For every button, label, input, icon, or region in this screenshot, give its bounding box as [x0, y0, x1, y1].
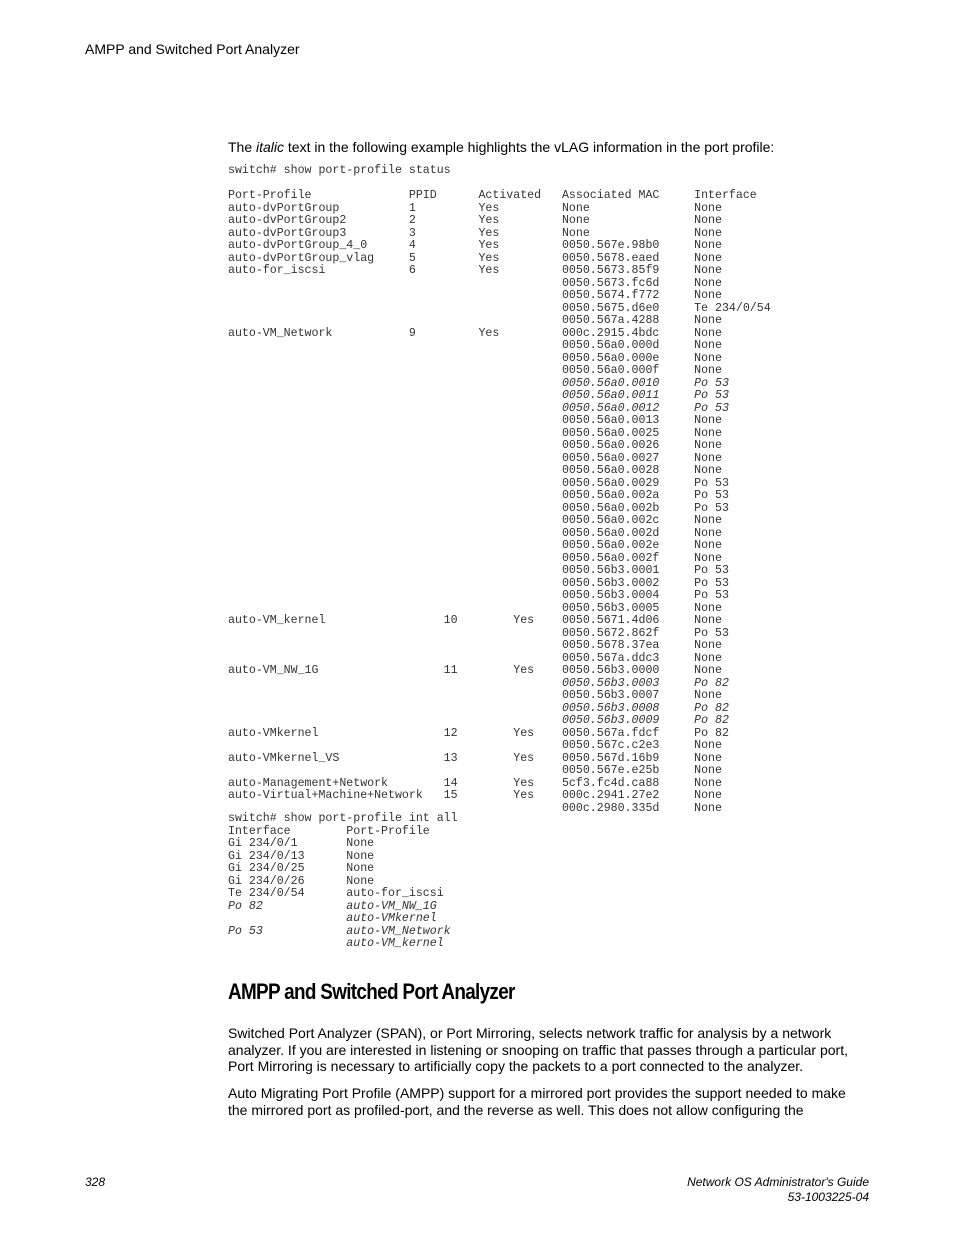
status-output-line: auto-VMkernel_VS 13 Yes 0050.567d.16b9 None — [228, 751, 722, 765]
status-output-line: 0050.56a0.002e None — [228, 539, 722, 552]
status-output-line: 0050.56a0.000d None — [228, 339, 722, 352]
interface-output-line: Po 53 auto-VM_Network — [228, 924, 451, 938]
status-output-line: 0050.56b3.0008 Po 82 — [228, 701, 729, 715]
status-output-line: 0050.56b3.0001 Po 53 — [228, 564, 729, 577]
intro-text-after: text in the following example highlights the vLAG information in the port profile: — [284, 139, 775, 155]
status-output-line: 0050.56a0.0029 Po 53 — [228, 476, 729, 490]
status-output-line: auto-Management+Network 14 Yes 5cf3.fc4d.ca88 None — [228, 776, 722, 790]
section-heading: AMPP and Switched Port Analyzer — [228, 979, 515, 1004]
status-output-line: auto-for_iscsi 6 Yes 0050.5673.85f9 None — [228, 264, 722, 277]
intro-sentence — [228, 139, 774, 155]
status-output-line: 0050.56a0.002d None — [228, 526, 722, 540]
intro-text-before: The — [228, 139, 257, 155]
status-output-line: auto-VM_Network 9 Yes 000c.2915.4bdc None — [228, 326, 722, 340]
status-output-line: 0050.56a0.002f None — [228, 551, 722, 565]
status-output-line: 0050.5674.f772 None — [228, 289, 722, 302]
status-output-line: 0050.56a0.0025 None — [228, 426, 722, 440]
status-output-line: 0050.5673.fc6d None — [228, 276, 722, 290]
status-output-line: 0050.56a0.0011 Po 53 — [228, 389, 729, 402]
port-profile-status-output — [228, 190, 771, 815]
status-output-line: 000c.2980.335d None — [228, 801, 722, 815]
status-output-line: auto-dvPortGroup 1 Yes None None — [228, 201, 722, 215]
port-profile-interface-output — [228, 813, 458, 951]
status-output-line: 0050.56a0.0027 None — [228, 451, 722, 465]
footer-book-title: Network OS Administrator's Guide — [687, 1175, 869, 1189]
code-command-status: switch# show port-profile status — [228, 164, 451, 177]
interface-output-line: Po 82 auto-VM_NW_1G — [228, 899, 437, 913]
status-output-line: 0050.56a0.002a Po 53 — [228, 489, 729, 502]
interface-output-line: Interface Port-Profile — [228, 824, 430, 838]
interface-output-line: auto-VM_kernel — [228, 937, 444, 950]
status-output-line: auto-VM_kernel 10 Yes 0050.5671.4d06 None — [228, 614, 722, 627]
interface-output-line: auto-VMkernel — [228, 912, 437, 925]
intro-italic-word: italic — [256, 139, 285, 155]
status-output-line: 0050.5672.862f Po 53 — [228, 626, 729, 640]
footer-doc-info — [687, 1175, 869, 1205]
status-output-line: 0050.56b3.0007 None — [228, 689, 722, 702]
status-output-line: 0050.56b3.0002 Po 53 — [228, 576, 729, 590]
interface-output-line: Gi 234/0/25 None — [228, 862, 375, 875]
section-paragraph-1: Switched Port Analyzer (SPAN), or Port Mirroring, selects network traffic for analysis by a network analyzer. If you are interested in listening or snooping on traffic that passes through a particular port, Port Mirroring is necessary to artificially copy the packets to a port connected to the analyzer. — [228, 1025, 848, 1074]
status-output-line: 0050.56a0.0026 None — [228, 439, 722, 452]
status-output-line: 0050.56a0.0028 None — [228, 464, 722, 477]
status-output-line: 0050.56a0.000f None — [228, 364, 722, 377]
status-output-line: 0050.56b3.0003 Po 82 — [228, 676, 729, 690]
status-output-line: auto-dvPortGroup2 2 Yes None None — [228, 214, 722, 227]
interface-output-line: switch# show port-profile int all — [228, 812, 458, 825]
interface-output-line: Te 234/0/54 auto-for_iscsi — [228, 887, 444, 900]
status-output-line: auto-dvPortGroup_vlag 5 Yes 0050.5678.eaed None — [228, 251, 722, 265]
interface-output-line: Gi 234/0/1 None — [228, 837, 375, 850]
status-output-line: auto-dvPortGroup_4_0 4 Yes 0050.567e.98b0 None — [228, 239, 722, 252]
status-output-line: auto-VM_NW_1G 11 Yes 0050.56b3.0000 None — [228, 664, 722, 677]
status-output-line: auto-Virtual+Machine+Network 15 Yes 000c.2941.27e2 None — [228, 789, 722, 802]
status-output-line: 0050.56a0.0010 Po 53 — [228, 376, 729, 390]
status-output-line: 0050.567c.c2e3 None — [228, 739, 722, 752]
footer-doc-number: 53-1003225-04 — [787, 1190, 869, 1204]
status-output-line: 0050.56a0.002c None — [228, 514, 722, 527]
status-output-line: auto-VMkernel 12 Yes 0050.567a.fdcf Po 82 — [228, 726, 729, 740]
status-output-line: 0050.5678.37ea None — [228, 639, 722, 652]
status-output-line: 0050.567a.ddc3 None — [228, 651, 722, 665]
status-output-line: 0050.567a.4288 None — [228, 314, 722, 327]
status-output-line: 0050.56a0.000e None — [228, 351, 722, 365]
page-number: 328 — [85, 1175, 106, 1189]
status-output-line: Port-Profile PPID Activated Associated MAC Interface — [228, 189, 757, 202]
status-output-line: 0050.56a0.002b Po 53 — [228, 501, 729, 515]
status-output-line: 0050.567e.e25b None — [228, 764, 722, 777]
interface-output-line: Gi 234/0/26 None — [228, 874, 375, 888]
running-header: AMPP and Switched Port Analyzer — [85, 41, 300, 57]
status-output-line: 0050.56b3.0009 Po 82 — [228, 714, 729, 727]
status-output-line: auto-dvPortGroup3 3 Yes None None — [228, 226, 722, 240]
status-output-line: 0050.56a0.0012 Po 53 — [228, 401, 729, 415]
status-output-line: 0050.56b3.0005 None — [228, 601, 722, 615]
status-output-line: 0050.56a0.0013 None — [228, 414, 722, 427]
status-output-line: 0050.5675.d6e0 Te 234/0/54 — [228, 301, 771, 315]
interface-output-line: Gi 234/0/13 None — [228, 849, 375, 863]
status-output-line: 0050.56b3.0004 Po 53 — [228, 589, 729, 602]
section-paragraph-2: Auto Migrating Port Profile (AMPP) support for a mirrored port provides the support needed to make the mirrored port as profiled-port, and the reverse as well. This does not allow configuring the — [228, 1085, 846, 1118]
